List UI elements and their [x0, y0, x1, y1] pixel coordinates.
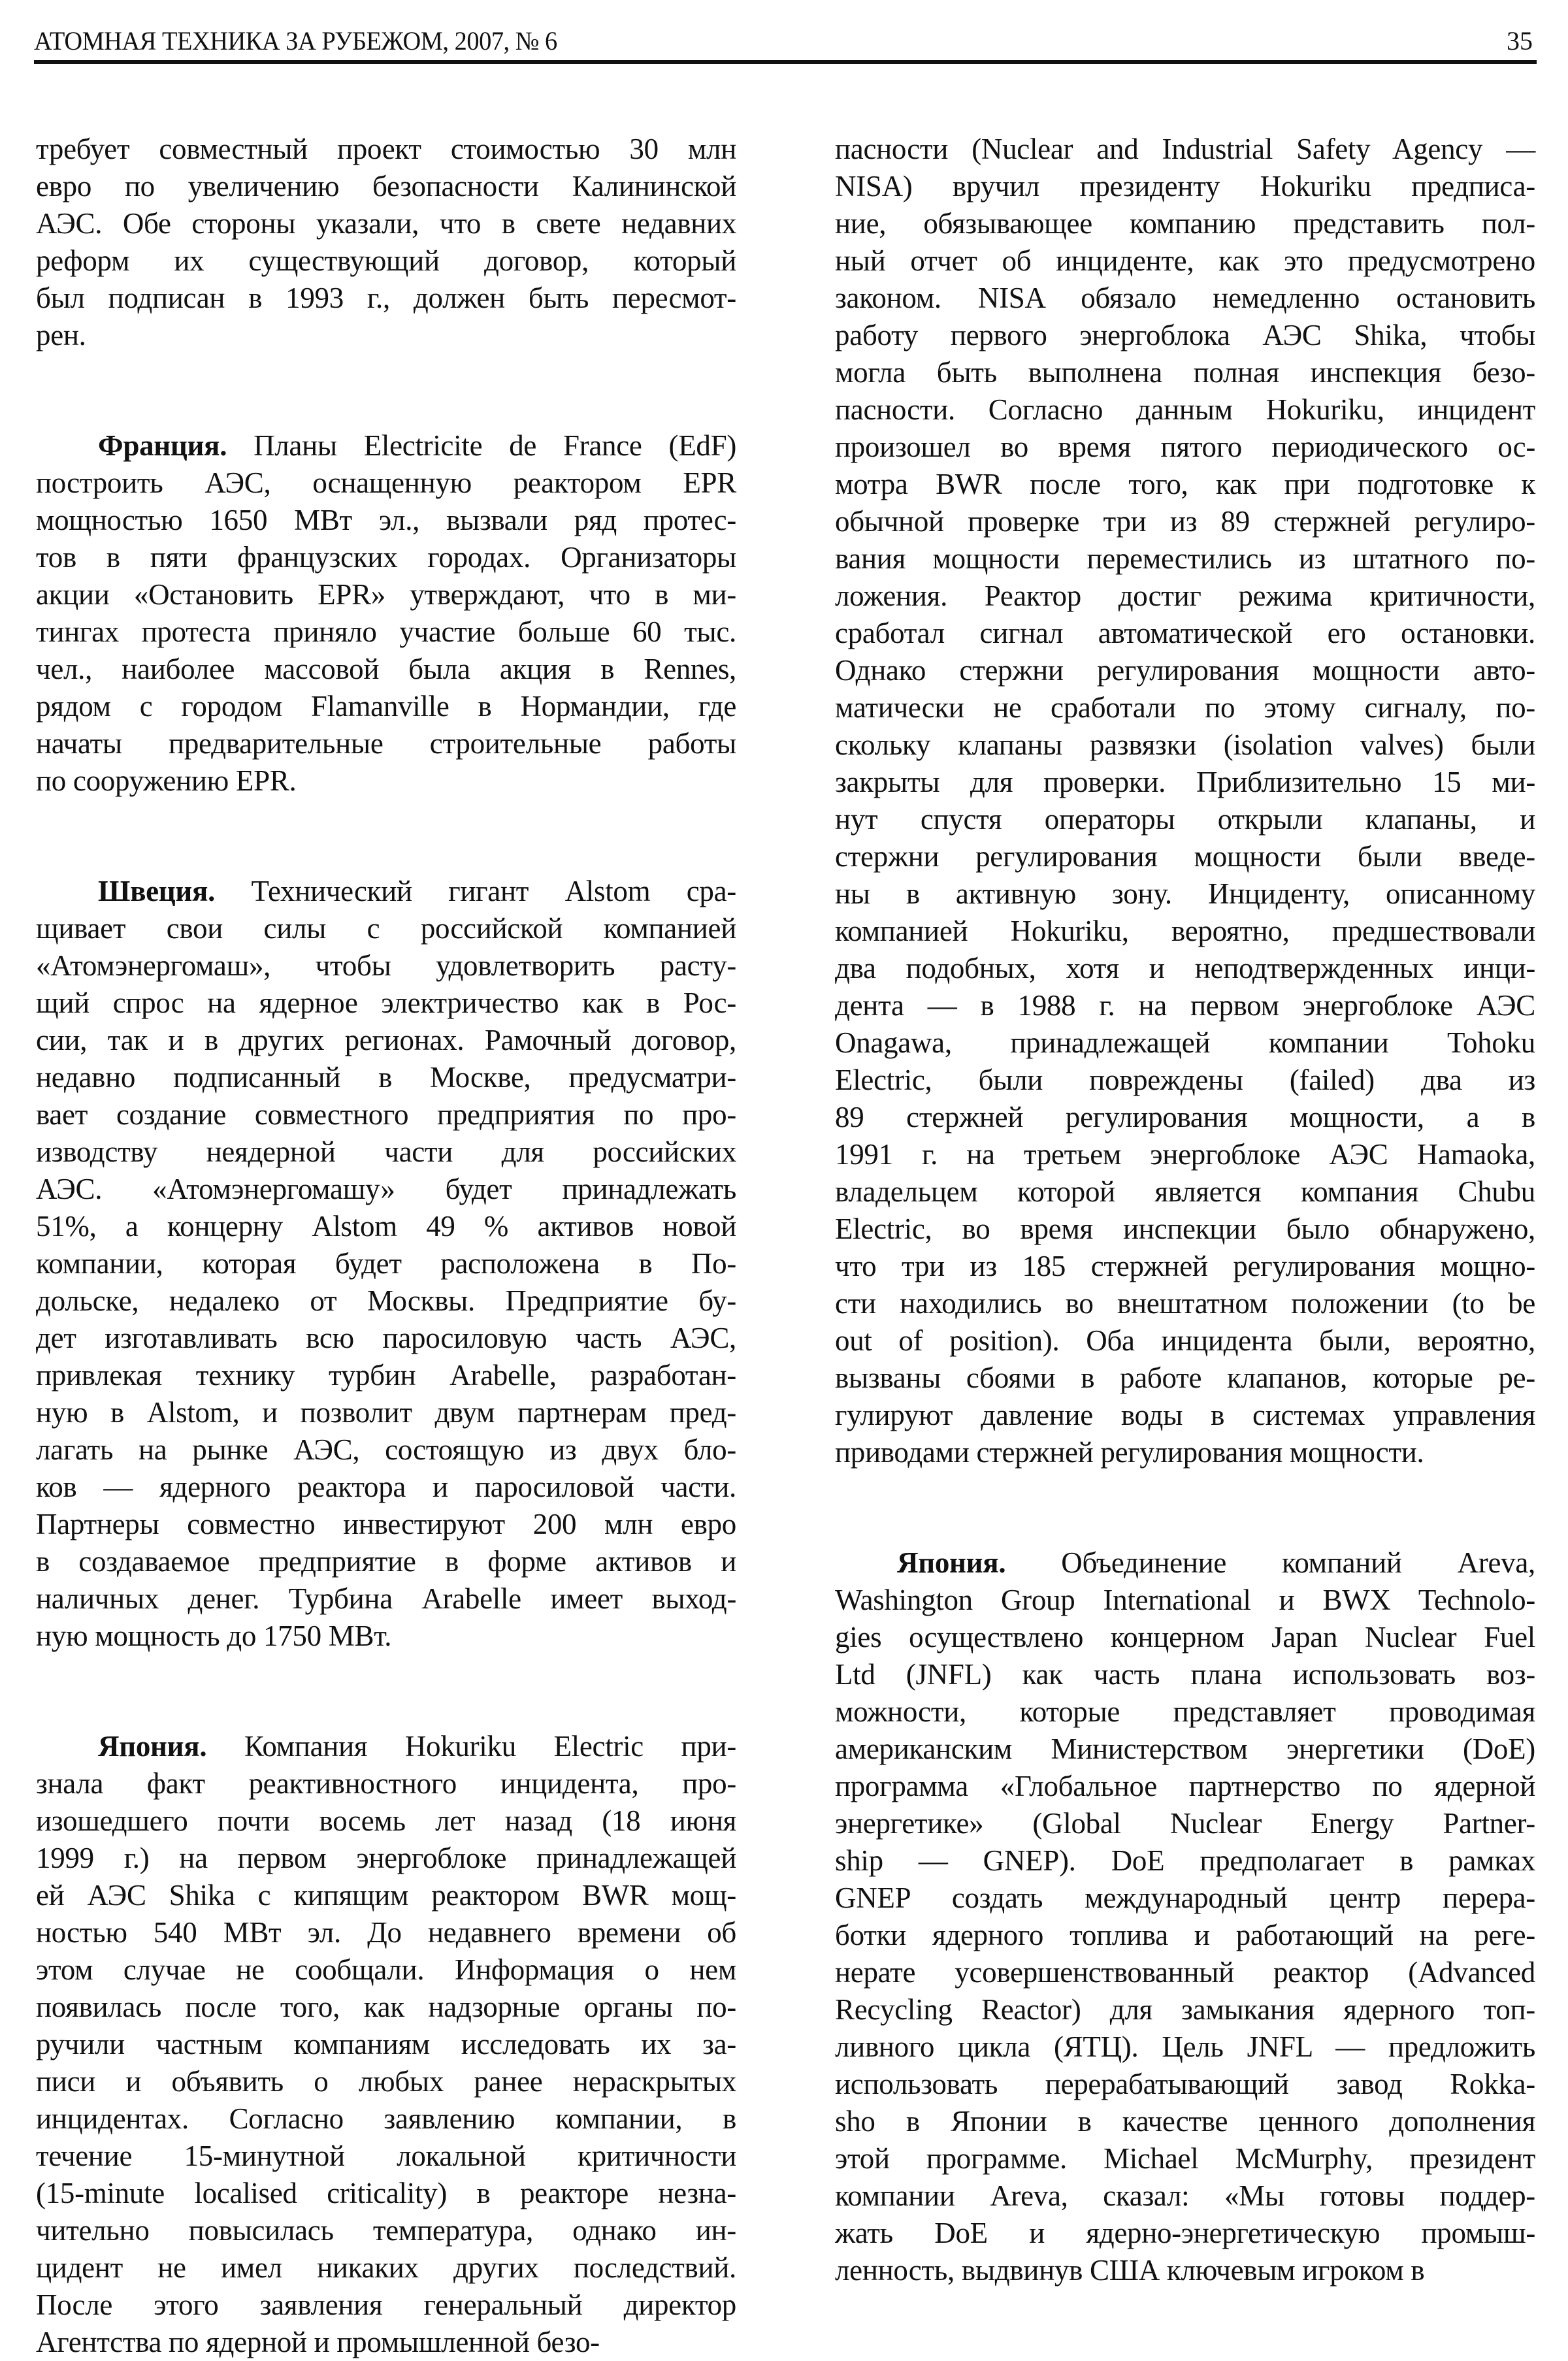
text-line: можности, которые представляет проводимая — [835, 1695, 1535, 1728]
text-line: недавно подписанный в Москве, предусматри- — [36, 1061, 736, 1094]
text-line: sho в Японии в качестве ценного дополнения — [835, 2105, 1535, 2138]
text-line: изводству неядерной части для российских — [36, 1135, 736, 1168]
text-line: инцидентах. Согласно заявлению компании, в — [36, 2102, 736, 2135]
text-line: произошел во время пятого периодического ос- — [835, 431, 1535, 463]
text-line: закрыты для проверки. Приблизительно 15 ми- — [835, 766, 1535, 798]
text-line: 1991 г. на третьем энергоблоке АЭС Hamaoka, — [835, 1138, 1535, 1171]
text-line: был подписан в 1993 г., должен быть пересмот- — [36, 282, 736, 314]
text-line: работу первого энергоблока АЭС Shika, чтобы — [835, 319, 1535, 351]
text-line: могла быть выполнена полная инспекция безо- — [835, 356, 1535, 389]
text-line: Onagawa, принадлежащей компании Tohoku — [835, 1026, 1535, 1059]
section-heading: Швеция. — [98, 875, 216, 907]
text-line: ливного цикла (ЯТЦ). Цель JNFL — предложить — [835, 2030, 1535, 2063]
line-text: Компания Hokuriku Electric при- — [206, 1730, 736, 1763]
text-line: тингах протеста приняло участие больше 60 тыс. — [36, 615, 736, 648]
text-line: построить АЭС, оснащенную реактором EPR — [36, 466, 736, 499]
text-line: мотра BWR после того, как при подготовке к — [835, 468, 1535, 500]
text-line: «Атомэнергомаш», чтобы удовлетворить расту- — [36, 949, 736, 982]
text-line: 51%, а концерну Alstom 49 % активов новой — [36, 1210, 736, 1243]
text-line: ботки ядерного топлива и работающий на реге- — [835, 1919, 1535, 1951]
text-line: ручили частным компаниям исследовать их за- — [36, 2028, 736, 2060]
text-line: нерате усовершенствованный реактор (Advanced — [835, 1956, 1535, 1989]
text-line: обычной проверке три из 89 стержней регулиро- — [835, 505, 1535, 538]
text-line: реформ их существующий договор, который — [36, 244, 736, 277]
line-text: Объединение компаний Areva, — [1005, 1546, 1535, 1579]
text-line: рен. — [36, 319, 86, 351]
text-line: ложения. Реактор достиг режима критичности, — [835, 579, 1535, 612]
text-line: лагать на рынке АЭС, состоящую из двух бло- — [36, 1433, 736, 1466]
line-text: Планы Electricite de France (EdF) — [227, 429, 736, 462]
right-column — [835, 131, 1535, 2289]
left-column — [36, 131, 736, 2361]
text-line: сработал сигнал автоматической его остановки. — [835, 617, 1535, 649]
continuation-paragraph — [835, 131, 1535, 1471]
text-line: чел., наиболее массовой была акция в Rennes, — [36, 653, 736, 685]
text-line: дента — в 1988 г. на первом энергоблоке АЭС — [835, 989, 1535, 1022]
text-line: рядом с городом Flamanville в Нормандии, где — [36, 690, 736, 723]
section-heading: Япония. — [98, 1730, 207, 1763]
text-line: наличных денег. Турбина Arabelle имеет выход- — [36, 1582, 736, 1615]
text-line: компании Areva, сказал: «Мы готовы поддер- — [835, 2179, 1535, 2212]
text-line: NISA) вручил президенту Hokuriku предписа- — [835, 170, 1535, 203]
text-line: (15-minute localised criticality) в реакторе незна- — [36, 2177, 736, 2209]
text-line: ков — ядерного реактора и паросиловой части. — [36, 1471, 736, 1503]
text-line: Electric, во время инспекции было обнаружено, — [835, 1213, 1535, 1245]
text-line: ship — GNEP). DoE предполагает в рамках — [835, 1844, 1535, 1877]
text-line: изошедшего почти восемь лет назад (18 июня — [36, 1804, 736, 1837]
text-line: ленность, выдвинув США ключевым игроком в — [835, 2254, 1425, 2287]
text-line: этом случае не сообщали. Информация о нем — [36, 1953, 736, 1986]
text-line: появилась после того, как надзорные органы по- — [36, 1991, 736, 2023]
text-line: жать DoE и ядерно-энергетическую промыш- — [835, 2217, 1535, 2249]
text-line: цидент не имел никаких других последствий. — [36, 2251, 736, 2284]
section-paragraph — [835, 1544, 1535, 2289]
text-line: американским Министерством энергетики (DoE) — [835, 1733, 1535, 1765]
text-line: по сооружению EPR. — [36, 764, 297, 797]
text-line: тов в пяти французских городах. Организаторы — [36, 541, 736, 574]
header-rule — [34, 60, 1537, 64]
running-header — [34, 25, 1537, 57]
text-line: владельцем которой является компания Chubu — [835, 1175, 1535, 1208]
text-line — [835, 1544, 1535, 1582]
text-line: Washington Group International и BWX Technolo- — [835, 1584, 1535, 1616]
text-line: матически не сработали по этому сигналу, по- — [835, 691, 1535, 724]
text-line: мощностью 1650 МВт эл., вызвали ряд протес- — [36, 504, 736, 536]
line-text: Технический гигант Alstom сра- — [215, 875, 736, 907]
text-line: течение 15-минутной локальной критичности — [36, 2140, 736, 2172]
text-line: out of position). Оба инцидента были, вероятно, — [835, 1324, 1535, 1357]
text-line: писи и объявить о любых ранее нераскрытых — [36, 2065, 736, 2098]
text-line: ную в Alstom, и позволит двум партнерам пред- — [36, 1396, 736, 1429]
text-line: скольку клапаны развязки (isolation valves) были — [835, 728, 1535, 761]
text-line: сии, так и в других регионах. Рамочный договор, — [36, 1024, 736, 1056]
text-line: щивает свои силы с российской компанией — [36, 912, 736, 945]
text-line: компании, которая будет расположена в По- — [36, 1247, 736, 1280]
text-line: АЭС. Обе стороны указали, что в свете недавних — [36, 207, 736, 240]
text-line: стержни регулирования мощности были введе- — [835, 840, 1535, 873]
text-line: два подобных, хотя и неподтвержденных инци- — [835, 952, 1535, 985]
text-line: вания мощности переместились из штатного по- — [835, 542, 1535, 575]
text-line: ние, обязывающее компанию представить пол- — [835, 207, 1535, 240]
text-line: Electric, были повреждены (failed) два из — [835, 1064, 1535, 1096]
text-line: 89 стержней регулирования мощности, а в — [835, 1101, 1535, 1133]
text-line — [36, 873, 736, 910]
text-line: привлекая технику турбин Arabelle, разработан- — [36, 1359, 736, 1392]
text-line: Ltd (JNFL) как часть плана использовать воз- — [835, 1658, 1535, 1691]
text-line: вызваны сбоями в работе клапанов, которые ре- — [835, 1361, 1535, 1394]
text-line: законом. NISA обязало немедленно остановить — [835, 282, 1535, 314]
section-paragraph — [36, 873, 736, 1655]
text-line: программа «Глобальное партнерство по ядерной — [835, 1770, 1535, 1802]
continuation-paragraph — [36, 131, 736, 354]
text-line: Recycling Reactor) для замыкания ядерного топ- — [835, 1993, 1535, 2026]
text-line: чительно повысилась температура, однако ин- — [36, 2214, 736, 2247]
text-line: Однако стержни регулирования мощности авто- — [835, 654, 1535, 687]
text-line: гулируют давление воды в системах управления — [835, 1399, 1535, 1431]
text-line: 1999 г.) на первом энергоблоке принадлежащей — [36, 1842, 736, 1874]
text-line: этой программе. Michael McMurphy, президент — [835, 2142, 1535, 2175]
text-line: После этого заявления генеральный директор — [36, 2288, 736, 2321]
text-line — [36, 1728, 736, 1765]
text-line: вает создание совместного предприятия по про- — [36, 1098, 736, 1131]
text-line — [36, 427, 736, 464]
text-line: использовать перерабатывающий завод Rokka- — [835, 2068, 1535, 2100]
text-line: дет изготавливать всю паросиловую часть АЭС, — [36, 1322, 736, 1354]
journal-title: АТОМНАЯ ТЕХНИКА ЗА РУБЕЖОМ, 2007, № 6 — [34, 26, 557, 56]
text-line: требует совместный проект стоимостью 30 млн — [36, 133, 736, 165]
text-line: приводами стержней регулирования мощности. — [835, 1436, 1424, 1469]
text-line: нут спустя операторы открыли клапаны, и — [835, 803, 1535, 836]
text-line: дольске, недалеко от Москвы. Предприятие бу- — [36, 1284, 736, 1317]
section-paragraph — [36, 1728, 736, 2361]
text-line: сти находились во внештатном положении (to be — [835, 1287, 1535, 1320]
text-line: в создаваемое предприятие в форме активов и — [36, 1545, 736, 1578]
text-line: ностью 540 МВт эл. До недавнего времени об — [36, 1916, 736, 1949]
text-line: пасности (Nuclear and Industrial Safety Agency — — [835, 133, 1535, 165]
text-line: GNEP создать международный центр перера- — [835, 1881, 1535, 1914]
text-line: ны в активную зону. Инциденту, описанному — [835, 877, 1535, 910]
text-line: ей АЭС Shika с кипящим реактором BWR мощ- — [36, 1879, 736, 1912]
text-line: gies осуществлено концерном Japan Nuclear Fuel — [835, 1621, 1535, 1653]
text-line: ный отчет об инциденте, как это предусмотрено — [835, 244, 1535, 277]
section-heading: Япония. — [897, 1546, 1006, 1579]
text-line: компанией Hokuriku, вероятно, предшествовали — [835, 915, 1535, 947]
text-line: щий спрос на ядерное электричество как в Рос- — [36, 986, 736, 1019]
text-line: энергетике» (Global Nuclear Energy Partner- — [835, 1807, 1535, 1840]
text-line: начаты предварительные строительные работы — [36, 727, 736, 760]
text-line: пасности. Согласно данным Hokuriku, инцидент — [835, 393, 1535, 426]
text-line: акции «Остановить EPR» утверждают, что в ми- — [36, 578, 736, 611]
page-number: 35 — [1507, 26, 1533, 56]
section-paragraph — [36, 427, 736, 800]
text-line: Партнеры совместно инвестируют 200 млн евро — [36, 1508, 736, 1540]
text-line: знала факт реактивностного инцидента, про- — [36, 1767, 736, 1800]
text-line: АЭС. «Атомэнергомашу» будет принадлежать — [36, 1173, 736, 1205]
text-line: евро по увеличению безопасности Калининской — [36, 170, 736, 203]
text-line: что три из 185 стержней регулирования мощно- — [835, 1250, 1535, 1282]
text-line: Агентства по ядерной и промышленной безо- — [36, 2326, 600, 2358]
section-heading: Франция. — [98, 429, 227, 462]
text-line: ную мощность до 1750 МВт. — [36, 1620, 392, 1652]
